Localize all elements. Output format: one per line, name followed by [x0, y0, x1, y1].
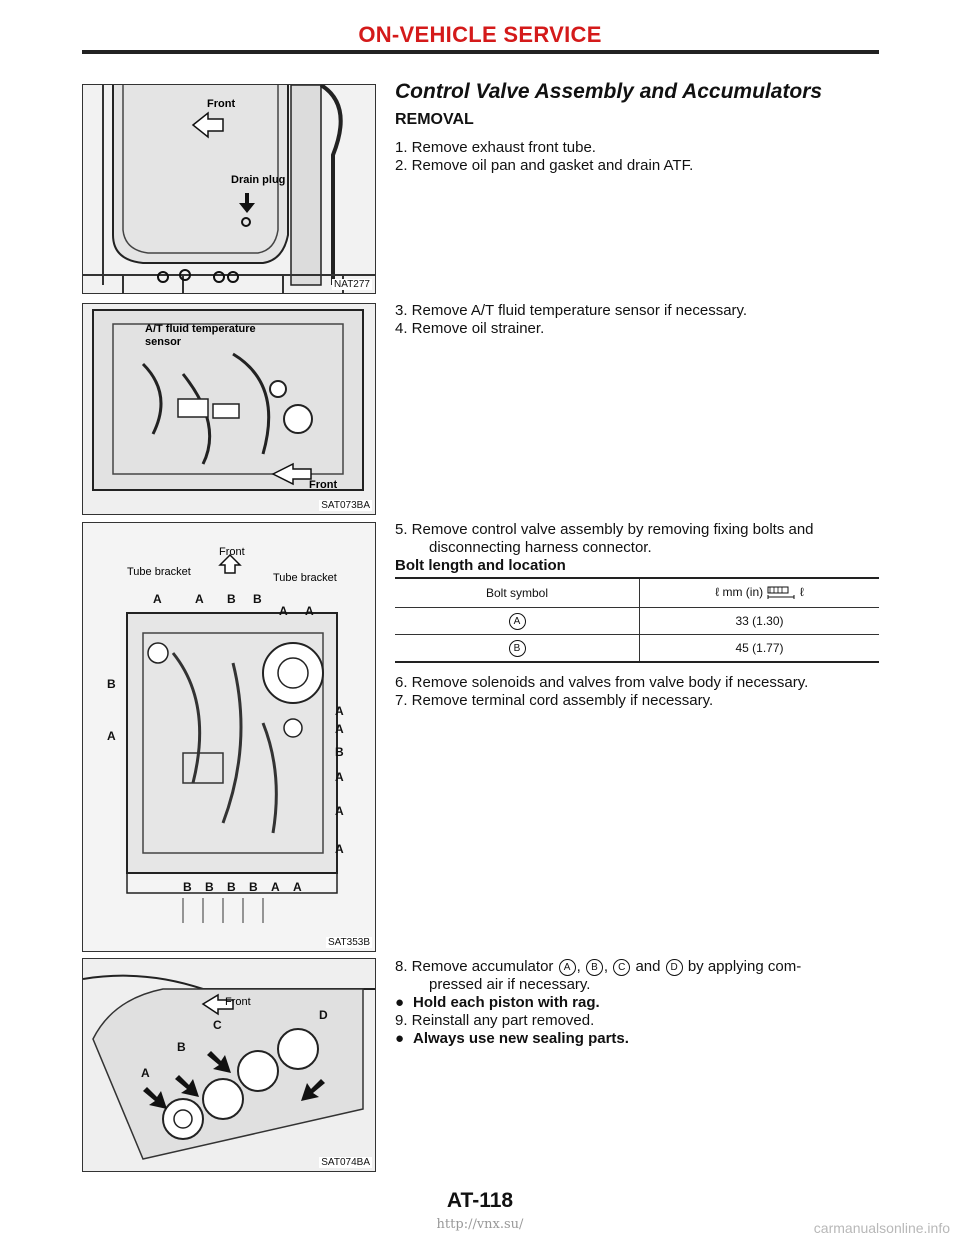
step-8-text: 8. Remove accumulator — [395, 958, 554, 975]
steps-1-2 — [395, 139, 879, 175]
step-5 — [395, 521, 879, 557]
fig4-label-b: B — [177, 1040, 186, 1054]
fig3-tube-bracket-right: Tube bracket — [273, 572, 337, 584]
step-2: 2. Remove oil pan and gasket and drain ATF. — [395, 157, 694, 174]
table-row — [395, 608, 879, 635]
col-length-suffix: ℓ — [799, 585, 804, 600]
svg-text:A: A — [271, 880, 280, 894]
section-subtitle: REMOVAL — [395, 111, 474, 128]
step-4: 4. Remove oil strainer. — [395, 320, 545, 337]
step-8-tail: by applying com- — [687, 958, 802, 975]
svg-text:B: B — [249, 880, 258, 894]
figure-oil-pan — [82, 84, 376, 294]
steps-6-7 — [395, 674, 879, 710]
bolt-table — [395, 577, 879, 663]
symbol-b: B — [586, 959, 603, 976]
bolt-symbol-b: B — [509, 640, 526, 657]
col-length — [640, 578, 880, 608]
bolt-length-cell: 33 (1.30) — [640, 608, 880, 635]
svg-text:B: B — [335, 745, 344, 759]
fig2-sensor-label-2: sensor — [145, 336, 182, 348]
figure-accumulators — [82, 958, 376, 1172]
bolt-symbol-a: A — [509, 613, 526, 630]
fig3-front-label: Front — [219, 546, 245, 558]
svg-text:A: A — [305, 604, 314, 618]
col-bolt-symbol: Bolt symbol — [395, 578, 640, 608]
svg-text:B: B — [227, 880, 236, 894]
page-number: AT-118 — [446, 1189, 514, 1212]
bullet-text: Always use new sealing parts. — [413, 1030, 629, 1047]
step-8-and: and — [635, 958, 661, 975]
table-row — [395, 635, 879, 663]
bullet-icon: ● — [395, 1030, 405, 1047]
table-header-row — [395, 578, 879, 608]
bullet-icon: ● — [395, 994, 405, 1011]
svg-text:B: B — [183, 880, 192, 894]
svg-text:B: B — [253, 592, 262, 606]
svg-text:A: A — [195, 592, 204, 606]
svg-text:A: A — [153, 592, 162, 606]
figure-fluid-sensor — [82, 303, 376, 515]
step-7: 7. Remove terminal cord assembly if necessary. — [395, 692, 714, 709]
bolt-symbol-cell — [395, 608, 640, 635]
fig1-drain-label: Drain plug — [231, 174, 286, 186]
bolt-length-icon — [766, 585, 796, 601]
step-3: 3. Remove A/T fluid temperature sensor if necessary. — [395, 302, 748, 319]
svg-text:A: A — [293, 880, 302, 894]
section-title: Control Valve Assembly and Accumulators — [395, 80, 823, 103]
fig1-front-label: Front — [207, 98, 236, 110]
fig4-label-c: C — [213, 1018, 222, 1032]
bolt-table-title: Bolt length and location — [395, 557, 566, 574]
step-8-line-2: pressed air if necessary. — [429, 976, 591, 993]
svg-text:A: A — [279, 604, 288, 618]
step-6: 6. Remove solenoids and valves from valve body if necessary. — [395, 674, 809, 691]
svg-text:B: B — [107, 677, 116, 691]
running-header: ON-VEHICLE SERVICE — [358, 22, 602, 47]
fig2-front-label: Front — [309, 479, 338, 491]
step-5-line-2: disconnecting harness connector. — [429, 539, 652, 556]
step-1: 1. Remove exhaust front tube. — [395, 139, 596, 156]
bullet-text: Hold each piston with rag. — [413, 994, 600, 1011]
svg-text:A: A — [335, 704, 344, 718]
fig4-label-a: A — [141, 1066, 150, 1080]
figure-code: NAT277 — [334, 279, 370, 290]
fig3-tube-bracket-left: Tube bracket — [127, 566, 191, 578]
step-5-text — [395, 521, 879, 557]
steps-8-9 — [395, 958, 879, 1048]
figure-valve-body-bolts — [82, 522, 376, 952]
step-8: 8. Remove accumulator A , B , C and D by applying com- pressed air if necessary. — [395, 958, 879, 994]
symbol-a: A — [559, 959, 576, 976]
fig4-front-label: Front — [225, 996, 251, 1008]
bolt-symbol-cell — [395, 635, 640, 663]
symbol-d: D — [666, 959, 683, 976]
svg-text:A: A — [335, 804, 344, 818]
svg-text:A: A — [335, 722, 344, 736]
svg-text:B: B — [205, 880, 214, 894]
header-rule — [82, 50, 879, 54]
svg-text:A: A — [335, 842, 344, 856]
figure-code: SAT353B — [327, 937, 370, 948]
bullet-sealing-parts — [395, 1030, 879, 1048]
steps-3-4 — [395, 302, 879, 338]
svg-text:A: A — [335, 770, 344, 784]
fig2-sensor-label: A/T fluid temperature — [145, 323, 256, 335]
step-9: 9. Reinstall any part removed. — [395, 1012, 595, 1029]
col-length-label: ℓ mm (in) — [715, 585, 764, 600]
svg-text:A: A — [107, 729, 116, 743]
figure-code: SAT073BA — [321, 500, 370, 511]
footer-url[interactable]: http://vnx.su/ — [436, 1217, 524, 1232]
bullet-hold-piston — [395, 994, 879, 1012]
watermark: carmanualsonline.info — [813, 1220, 950, 1236]
bolt-length-cell: 45 (1.77) — [640, 635, 880, 663]
step-5-line-1: 5. Remove control valve assembly by removing fixing bolts and — [395, 521, 814, 538]
figure-code: SAT074BA — [321, 1157, 370, 1168]
svg-text:B: B — [227, 592, 236, 606]
symbol-c: C — [613, 959, 630, 976]
fig4-label-d: D — [319, 1008, 328, 1022]
